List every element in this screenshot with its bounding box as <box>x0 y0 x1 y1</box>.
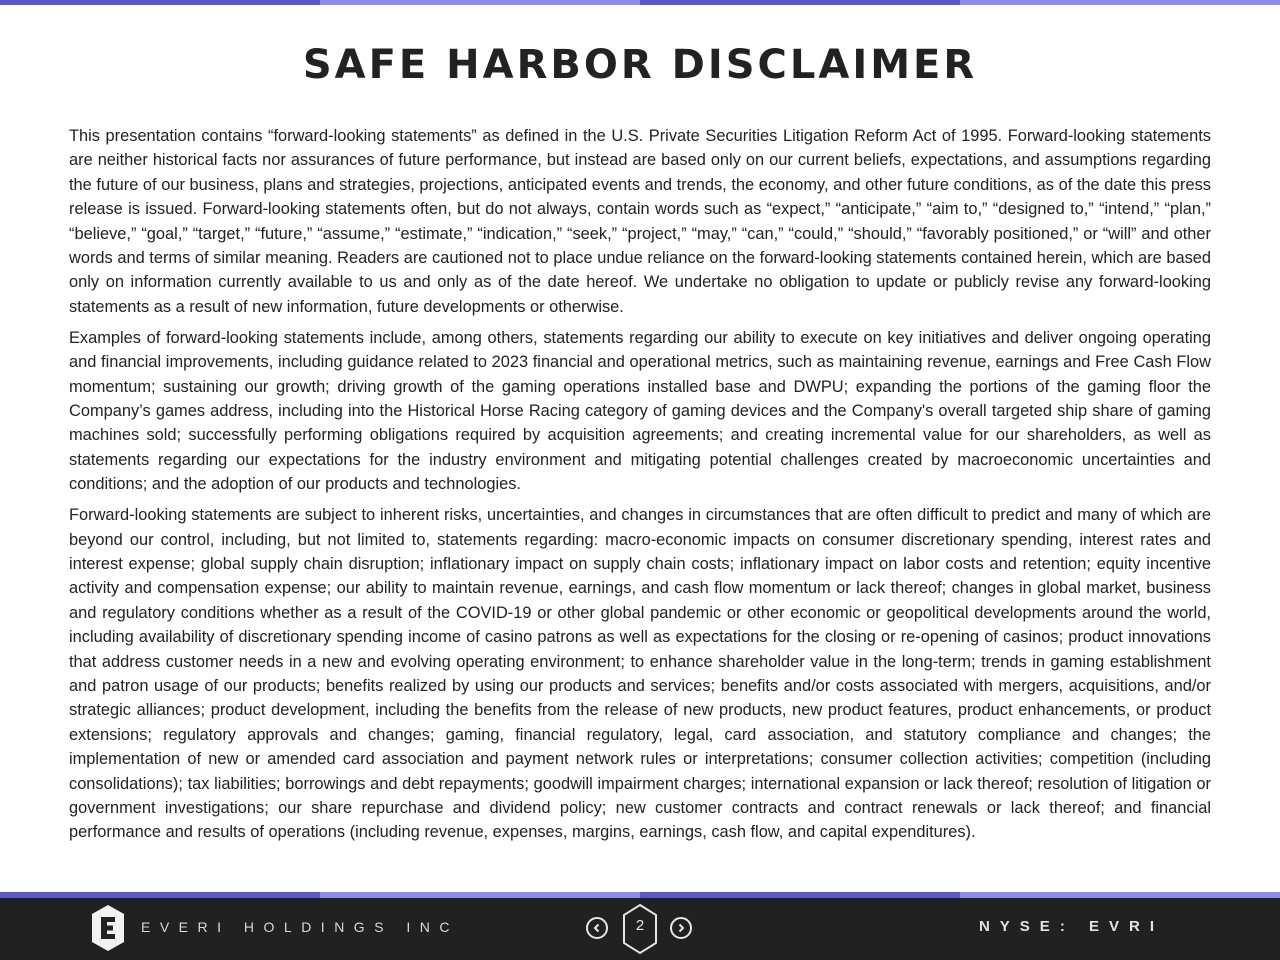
top-accent-segment <box>960 0 1280 5</box>
chevron-left-icon <box>592 923 602 933</box>
company-name: EVERI HOLDINGS INC <box>141 919 460 935</box>
previous-slide-button[interactable] <box>586 917 608 939</box>
disclaimer-body <box>69 124 1211 851</box>
disclaimer-paragraph: Examples of forward-looking statements include, among others, statements regarding our ability to execute on key initiatives and deliver ongoing operating and financial improvements, including guidance related to 2023 financial and operational metrics, such as maintaining revenue, earnings and Free Cash Flow momentum; sustaining our growth; driving growth of the gaming operations installed base and DWPU; expanding the portions of the gaming floor the Company’s games address, including into the Historical Horse Racing category of gaming devices and the Company's overall targeted ship share of gaming machines sold; successfully performing obligations required by acquisition agreements; and creating incremental value for our shareholders, as well as statements regarding our expectations for the industry environment and mitigating potential challenges created by macroeconomic uncertainties and conditions; and the adoption of our products and technologies. <box>69 328 1211 494</box>
disclaimer-paragraph: This presentation contains “forward-looking statements” as defined in the U.S. Private Securities Litigation Reform Act of 1995. Forward-looking statements are neither historical facts nor assurances of future performance, but instead are based only on our current beliefs, expectations, and assumptions regarding the future of our business, plans and strategies, projections, anticipated events and trends, the economy, and other future conditions, as of the date this press release is issued. Forward-looking statements often, but do not always, contain words such as “expect,” “anticipate,” “aim to,” “designed to,” “intend,” “plan,” “believe,” “goal,” “target,” “future,” “assume,” “estimate,” “indication,” “seek,” “project,” “may,” “can,” “could,” “should,” “favorably positioned,” or “will” and other words and terms of similar meaning. Readers are cautioned not to place undue reliance on the forward-looking statements contained herein, which are based only on information currently available to us and only as of the date hereof. We undertake no obligation to update or publicly revise any forward-looking statements as a result of new information, future developments or otherwise. <box>69 127 1211 316</box>
top-accent-segment <box>320 0 640 5</box>
slide-pager <box>584 903 696 955</box>
disclaimer-paragraph: Forward-looking statements are subject to inherent risks, uncertainties, and changes in circumstances that are often difficult to predict and many of which are beyond our control, including, but not limited to, statements regarding: macro-economic impacts on consumer discretionary spending, interest rates and interest expense; global supply chain disruption; inflationary impact on supply chain costs; inflationary impact on labor costs and retention; equity incentive activity and compensation expense; our ability to maintain revenue, earnings, and cash flow momentum or lack thereof; changes in global market, business and regulatory conditions whether as a result of the COVID-19 or other global pandemic or other economic or geopolitical developments around the world, including availability of discretionary spending income of casino patrons as well as expectations for the closing or re-opening of casinos; product innovations that address customer needs in a new and evolving operating environment; to enhance shareholder value in the long-term; trends in gaming establishment and patron usage of our products; benefits realized by using our products and services; benefits and/or costs associated with mergers, acquisitions, and/or strategic alliances; product development, including the benefits from the release of new products, new product features, product enhancements, or product extensions; regulatory approvals and changes; gaming, financial regulatory, legal, card association, and statutory compliance and changes; the implementation of new or amended card association and payment network rules or interpretations; consumer collection activities; competition (including consolidations); tax liabilities; borrowings and debt repayments; goodwill impairment charges; international expansion or lack thereof; resolution of litigation or government investigations; our share repurchase and dividend policy; new customer contracts and contract renewals or lack thereof; and financial performance and results of operations (including revenue, expenses, margins, earnings, cash flow, and capital expenditures). <box>69 506 1211 842</box>
stock-ticker: NYSE: EVRI <box>978 918 1164 935</box>
page-number: 2 <box>635 917 645 934</box>
chevron-right-icon <box>676 923 686 933</box>
footer-bar <box>0 898 1280 960</box>
next-slide-button[interactable] <box>670 917 692 939</box>
top-accent-segment <box>0 0 320 5</box>
top-accent-bar <box>0 0 1280 5</box>
top-accent-segment <box>640 0 960 5</box>
page-title: SAFE HARBOR DISCLAIMER <box>302 42 978 88</box>
everi-e-hexagon-icon <box>90 903 126 953</box>
